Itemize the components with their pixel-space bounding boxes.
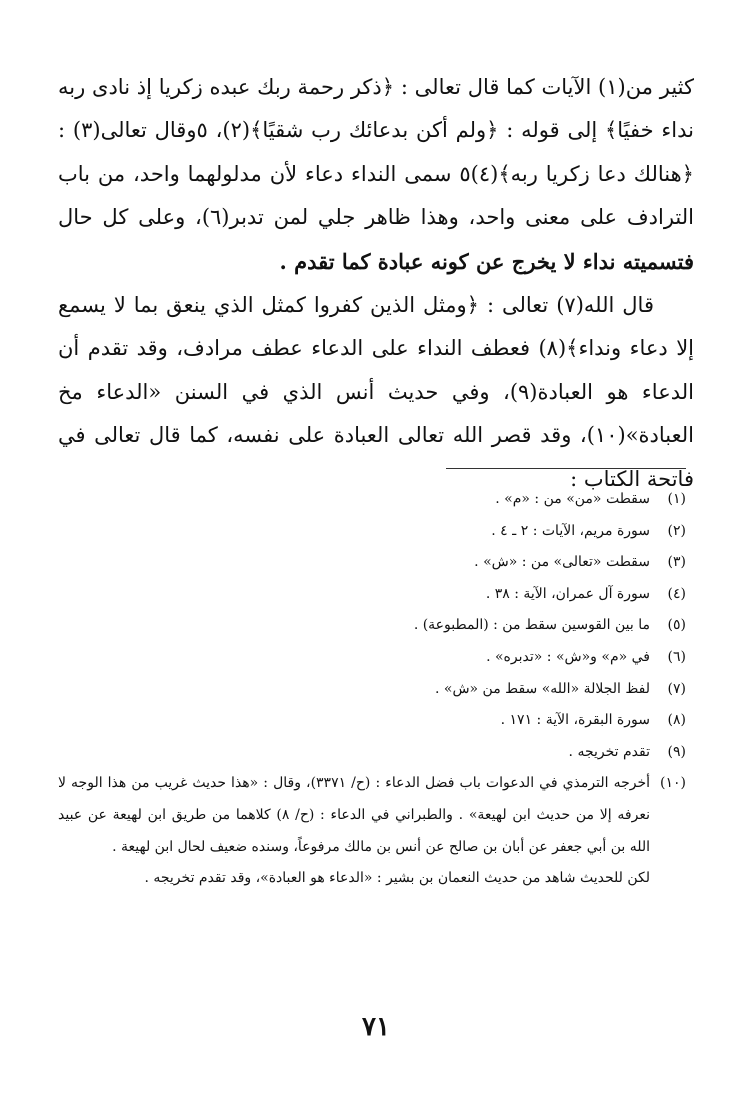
footnote — [58, 642, 694, 674]
bold-text: فتسميته نداء لا يخرج عن كونه عبادة كما تقدم . — [279, 248, 694, 274]
footnote-line: سورة آل عمران، الآية : ٣٨ . — [485, 585, 650, 602]
footnote-text — [58, 610, 650, 642]
text-segment: ، وقد قصر الله تعالى العبادة على نفسه، كما قال تعالى في فاتحة الكتاب : — [58, 423, 694, 491]
footnote-text — [58, 516, 650, 548]
text-segment: : ﴿هنالك دعا زكريا ربه﴾ — [58, 118, 694, 186]
footnote-number: (٤) — [667, 585, 686, 602]
text-segment: (١٠) — [586, 423, 626, 448]
text-segment: (٩) — [509, 379, 538, 404]
text-segment: (٨) — [538, 336, 567, 361]
text-segment: ، — [207, 118, 223, 143]
footnote-line: سورة البقرة، الآية : ١٧١ . — [500, 712, 650, 729]
main-text — [58, 66, 694, 501]
footnote-text — [58, 737, 650, 769]
page-number: ٧١ — [362, 1012, 390, 1042]
footnote-line: في «م» و«ش» : «تدبره» . — [486, 648, 650, 665]
text-segment: وقال تعالى — [100, 118, 197, 143]
text-segment: سمى النداء دعاء لأن مدلولهما واحد، من باب الترادف على معنى واحد، وهذا ظاهر جلي لمن تدبر — [58, 161, 694, 230]
footnote — [58, 674, 694, 706]
footnote-text — [58, 705, 650, 737]
text-segment: ٥ — [196, 118, 208, 143]
footnote-text — [58, 579, 650, 611]
text-segment: (٢) — [222, 118, 251, 143]
text-segment: فعطف النداء على الدعاء عطف مرادف، وقد تقدم أن الدعاء هو العبادة — [58, 336, 694, 404]
text-segment: (٤)٥ — [459, 161, 499, 186]
footnote-number: (٥) — [667, 617, 686, 634]
footnote-number: (٧) — [667, 680, 686, 697]
text-segment: ، وعلى كل حال — [58, 205, 202, 230]
footnote-text — [58, 768, 650, 894]
footnote-number: (١) — [667, 491, 686, 507]
text-segment: (٧) — [556, 293, 584, 318]
footnote-line: سقطت «من» من : «م» . — [495, 491, 650, 507]
footnote-line: أخرجه الترمذي في الدعوات باب فضل الدعاء : (ح/ ٣٣٧١)، وقال : «هذا حديث غريب من هذا الوجه لا نعرفه إلا من حديث ابن لهيعة» . والطبراني في الدعاء : (ح/ ٨) كلاهما من طريق ابن لهيعة عن عبيد الله بن أبي جعفر عن أبان بن صالح عن أنس بن مالك مرفوعاً، وسنده ضعيف لحال ابن لهيعة . — [58, 775, 650, 855]
footnote-text — [58, 674, 650, 706]
footnote — [58, 516, 694, 548]
footnote-line: لفظ الجلالة «الله» سقط من «ش» . — [434, 680, 650, 697]
footnote-text — [58, 484, 650, 516]
footnote-number: (٨) — [667, 712, 686, 729]
footnote-number: (٢) — [667, 522, 686, 539]
text-segment: الآيات كما قال تعالى : ﴿ذكر رحمة ربك عبده زكريا إذ نادى ربه نداء خفيًا﴾ إلى قوله : ﴿ولم أكن بدعائك رب شقيًا﴾ — [58, 75, 695, 143]
paragraph — [58, 66, 694, 284]
footnote-line: لكن للحديث شاهد من حديث النعمان بن بشير : «الدعاء هو العبادة»، وقد تقدم تخريجه . — [144, 870, 650, 887]
footnote — [58, 610, 694, 642]
footnote-number: (٣) — [667, 554, 686, 571]
footnote-number: (١٠) — [660, 775, 686, 792]
text-segment: قال الله — [583, 293, 654, 318]
footnote-line: سقطت «تعالى» من : «ش» . — [474, 554, 650, 571]
footnote-text — [58, 642, 650, 674]
footnote — [58, 579, 694, 611]
footnote — [58, 737, 694, 769]
footnote-text — [58, 547, 650, 579]
text-segment: كثير من — [625, 75, 694, 99]
text-segment: (٦) — [201, 205, 230, 230]
footnote — [58, 705, 694, 737]
text-segment: (١) — [598, 75, 626, 99]
footnote-number: (٩) — [667, 743, 686, 760]
footnote — [58, 484, 694, 516]
footnote-line: ما بين القوسين سقط من : (المطبوعة) . — [413, 617, 650, 634]
footnotes — [58, 484, 694, 895]
footnote — [58, 547, 694, 579]
footnote — [58, 768, 694, 894]
footnote-line: تقدم تخريجه . — [568, 743, 650, 760]
footnote-separator — [446, 468, 686, 469]
footnote-line: سورة مريم، الآيات : ٢ ـ ٤ . — [491, 522, 650, 539]
footnote-number: (٦) — [667, 648, 686, 665]
text-segment: تعالى : ﴿ومثل الذين كفروا كمثل الذي ينعق بما لا يسمع إلا دعاء ونداء﴾ — [58, 293, 695, 361]
text-segment: (٣) — [72, 118, 101, 143]
text-segment: ، وفي حديث أنس الذي في السنن «الدعاء مخ العبادة» — [58, 379, 694, 448]
